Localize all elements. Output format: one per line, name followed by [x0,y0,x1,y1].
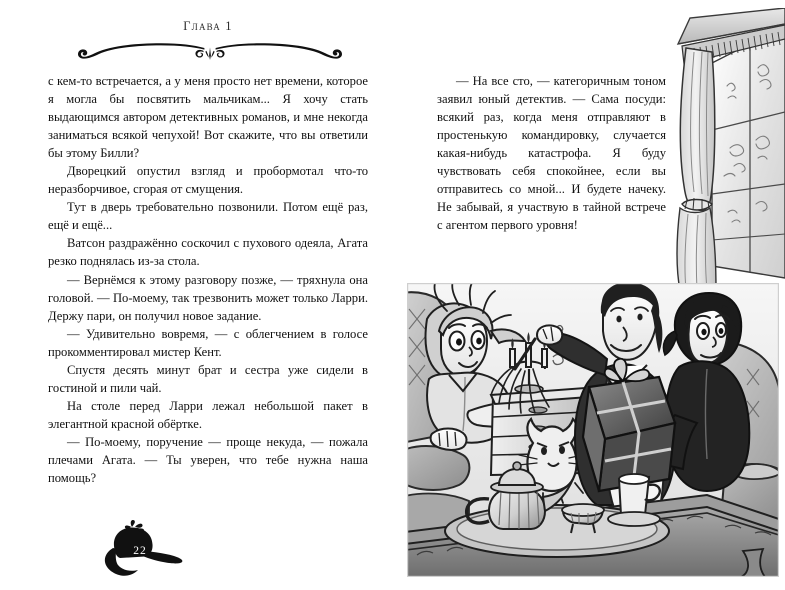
decorative-swash-divider-icon [60,36,360,62]
page-number-badge [86,518,194,580]
drawing-room-illustration [407,283,779,577]
page-number: 22 [133,545,147,557]
paragraph: Дворецкий опустил взгляд и пробормотал что-то неразборчивое, сгорая от смущения. [48,164,368,197]
paragraph: Спустя десять минут брат и сестра уже сидели в гостиной и пили чай. [48,362,368,395]
paragraph: Тут в дверь требовательно позвонили. Потом ещё раз, ещё и ещё... [48,200,368,233]
paragraph: с кем-то встречается, а у меня просто нет времени, которое я могла бы посвятить мальчикам... Я хочу стать выдающимся автором детективных романов, и мне некогда заниматься всякой чепухой! Вот скажите, что вы ответили бы этому Билли? [48,74,368,161]
paragraph: — Удивительно вовремя, — с облегчением в голосе прокомментировал мистер Кент. [48,326,368,359]
paragraph: Ватсон раздражённо соскочил с пухового одеяла, Агата резко поднялась из-за стола. [48,236,368,269]
paragraph: — По-моему, поручение — проще некуда, — пожала плечами Агата. — Ты уверен, что тебе нужна наша помощь? [48,434,368,486]
chapter-title: Глава 1 [183,19,233,33]
window-with-curtain-illustration [672,8,785,290]
paragraph: — На все сто, — категоричным тоном заявил юный детектив. — Сама посуди: всякий раз, когда меня отправляют в простенькую командировку, случается какая-нибудь катастрофа. Я буду чувствовать себя спокойнее, если вы отправитесь со мной... И будете начеку. Не забывай, я участвую в тайной встрече с агентом первого уровня! [437,74,666,233]
text-column-left [48,72,368,487]
paragraph: — Вернёмся к этому разговору позже, — тряхнула она головой. — По-моему, так трезвонить может только Ларри. Держу пари, он получил новое задание. [48,272,368,323]
text-column-right [437,72,666,234]
paragraph: На столе перед Ларри лежал небольшой пакет в элегантной красной обёртке. [48,398,368,431]
